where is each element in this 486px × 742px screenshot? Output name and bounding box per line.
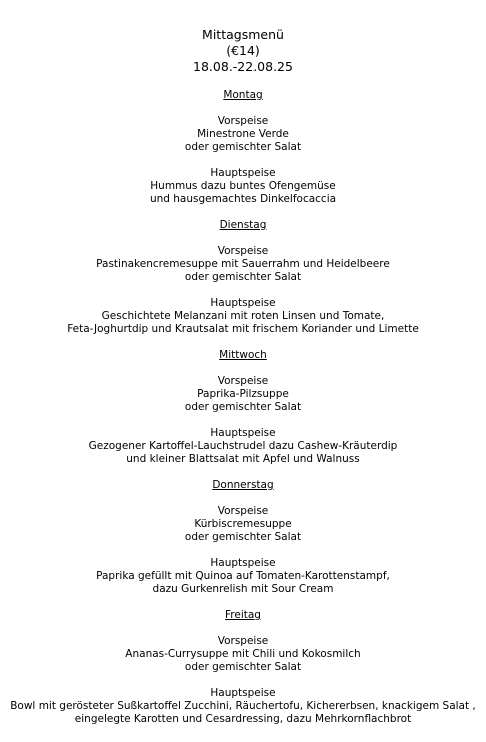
course-label: Vorspeise (217, 375, 269, 387)
day-heading: Freitag (225, 609, 261, 621)
dish-line: Paprika-Pilzsuppe (197, 388, 289, 400)
dish-line: oder gemischter Salat (184, 661, 302, 673)
dish-line: eingelegte Karotten und Cesardressing, dazu Mehrkornflachbrot (74, 713, 412, 725)
day-heading: Mittwoch (219, 349, 267, 361)
day-section-dienstag (0, 219, 486, 336)
starter-course (0, 375, 486, 414)
menu-header (0, 27, 486, 75)
day-heading: Montag (223, 89, 263, 101)
starter-course (0, 245, 486, 284)
main-course (0, 687, 486, 726)
dish-line: Pastinakencremesuppe mit Sauerrahm und Heidelbeere (96, 258, 390, 270)
dish-line: Hummus dazu buntes Ofengemüse (150, 180, 336, 192)
starter-course (0, 115, 486, 154)
dish-line: Ananas-Currysuppe mit Chili und Kokosmilch (125, 648, 361, 660)
day-section-mittwoch (0, 349, 486, 466)
day-section-freitag (0, 609, 486, 726)
dish-line: oder gemischter Salat (184, 531, 302, 543)
course-label: Hauptspeise (210, 297, 276, 309)
day-heading: Donnerstag (212, 479, 274, 491)
course-label: Vorspeise (217, 505, 269, 517)
day-heading: Dienstag (219, 219, 267, 231)
course-label: Hauptspeise (210, 557, 276, 569)
course-label: Hauptspeise (210, 427, 276, 439)
starter-course (0, 505, 486, 544)
main-course (0, 167, 486, 206)
dish-line: Gezogener Kartoffel-Lauchstrudel dazu Cashew-Kräuterdip (88, 440, 398, 452)
day-section-donnerstag (0, 479, 486, 596)
dish-line: Minestrone Verde (197, 128, 289, 140)
course-label: Vorspeise (217, 635, 269, 647)
menu-price: (€14) (226, 43, 260, 58)
dish-line: oder gemischter Salat (184, 141, 302, 153)
dish-line: dazu Gurkenrelish mit Sour Cream (152, 583, 334, 595)
course-label: Vorspeise (217, 245, 269, 257)
starter-course (0, 635, 486, 674)
course-label: Vorspeise (217, 115, 269, 127)
menu-title: Mittagsmenü (202, 27, 284, 42)
dish-line: Paprika gefüllt mit Quinoa auf Tomaten-Karottenstampf, (96, 570, 390, 582)
dish-line: Kürbiscremesuppe (194, 518, 292, 530)
dish-line: und hausgemachtes Dinkelfocaccia (149, 193, 337, 205)
main-course (0, 557, 486, 596)
main-course (0, 297, 486, 336)
dish-line: Bowl mit gerösteter Sußkartoffel Zucchini, Räuchertofu, Kichererbsen, knackigem Salat , (10, 700, 476, 712)
dish-line: oder gemischter Salat (184, 271, 302, 283)
dish-line: Feta-Joghurtdip und Krautsalat mit frischem Koriander und Limette (67, 323, 419, 335)
course-label: Hauptspeise (210, 167, 276, 179)
day-section-montag (0, 89, 486, 206)
menu-date-range: 18.08.-22.08.25 (193, 59, 293, 74)
dish-line: Geschichtete Melanzani mit roten Linsen und Tomate, (101, 310, 385, 322)
dish-line: und kleiner Blattsalat mit Apfel und Walnuss (126, 453, 360, 465)
dish-line: oder gemischter Salat (184, 401, 302, 413)
main-course (0, 427, 486, 466)
course-label: Hauptspeise (210, 687, 276, 699)
